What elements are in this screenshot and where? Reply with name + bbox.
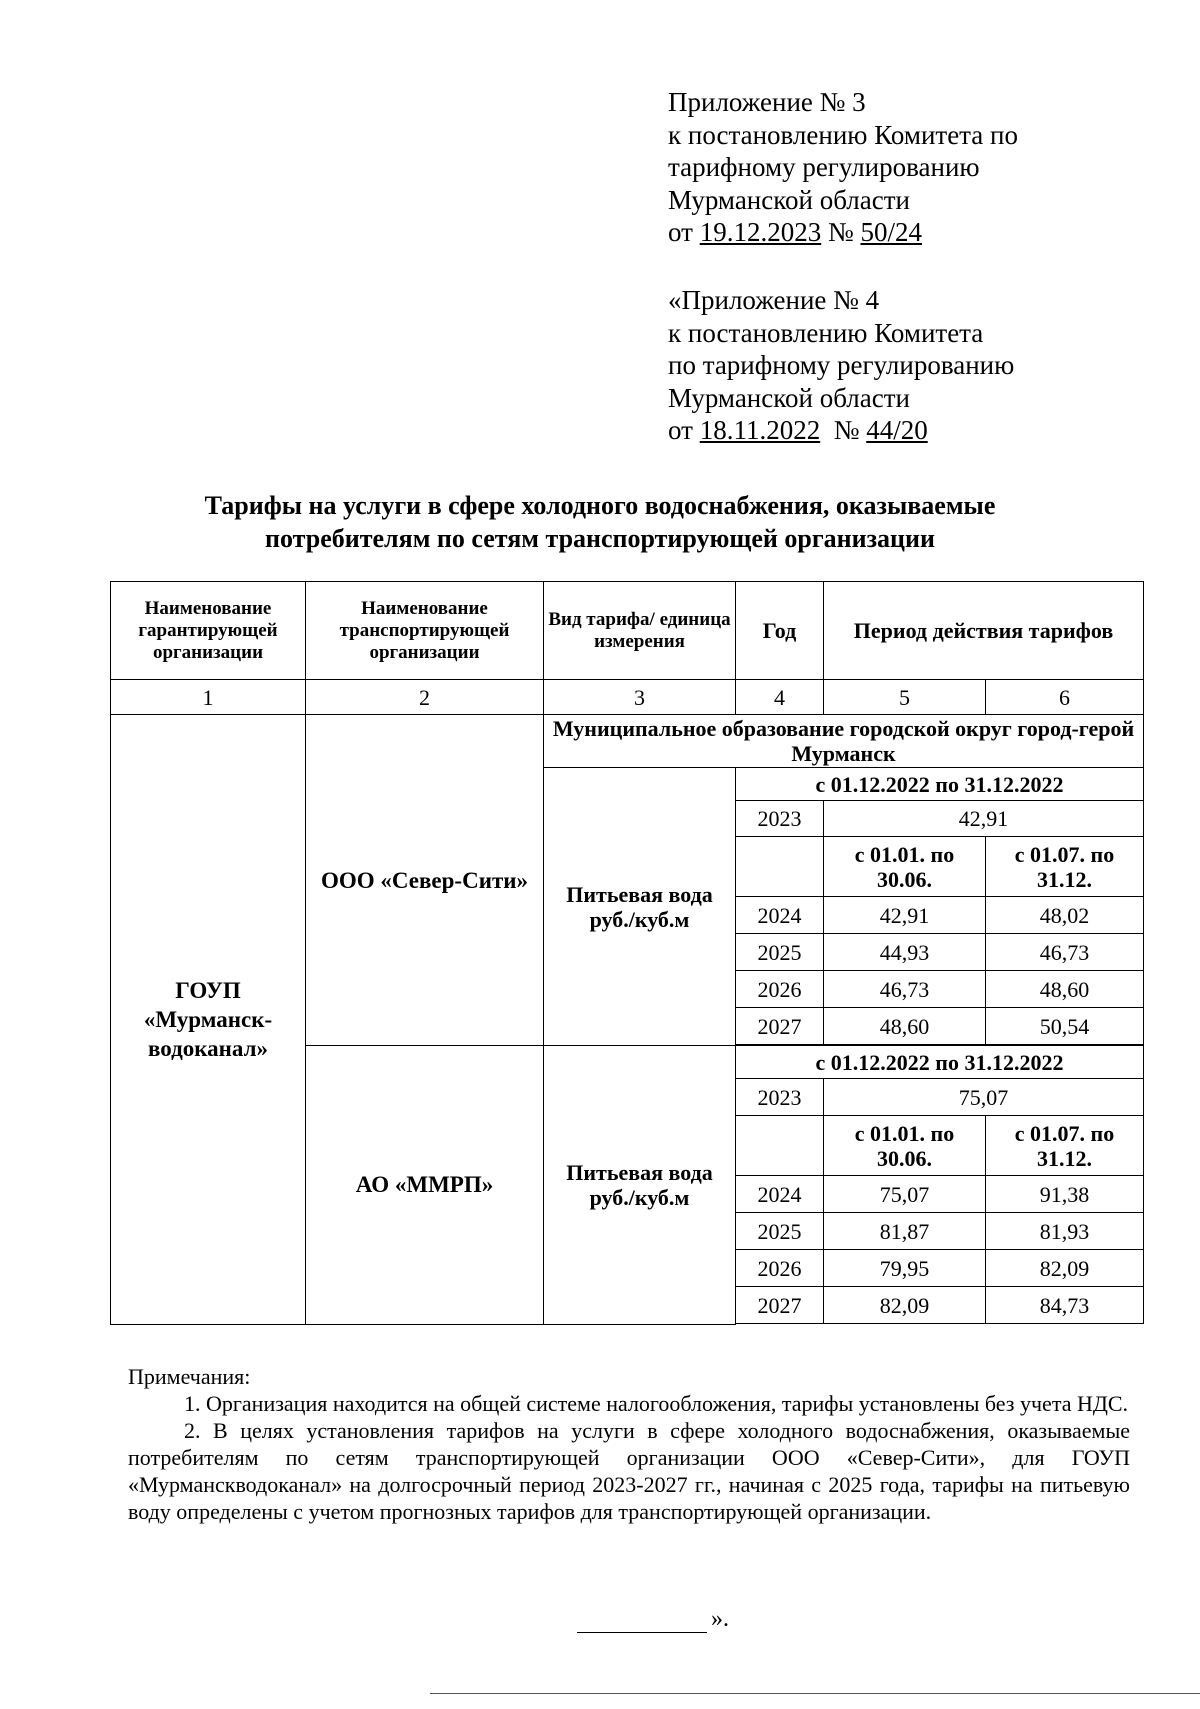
tariff-table (110, 581, 1144, 1325)
org2-h2-value: 91,38 (986, 1176, 1144, 1213)
org1-h1-value: 46,73 (824, 971, 986, 1008)
org2-year: 2025 (736, 1213, 824, 1250)
table-header-row (111, 582, 1144, 680)
org2-h1-value: 79,95 (824, 1250, 986, 1287)
notes-heading: Примечания: (128, 1364, 251, 1389)
col-number: 6 (986, 680, 1144, 715)
col-number: 5 (824, 680, 986, 715)
document-title (0, 489, 1200, 555)
org2-h2-value: 81,93 (986, 1213, 1144, 1250)
empty-cell (736, 1116, 824, 1176)
appendix-3-date: 19.12.2023 (699, 217, 822, 247)
org2-year: 2027 (736, 1287, 824, 1324)
appendix-4-line3: по тарифному регулированию (668, 350, 1015, 380)
org2-year: 2024 (736, 1176, 824, 1213)
org1-value-2023: 42,91 (824, 801, 1144, 837)
date-prefix: от (668, 415, 700, 445)
org2-name: АО «ММРП» (306, 1046, 544, 1325)
table-row (111, 715, 1144, 768)
appendix-3-header (668, 86, 1018, 249)
header-tariff-type: Вид тарифа/ единица измерения (544, 582, 736, 680)
org1-h1-value: 44,93 (824, 934, 986, 971)
appendix-3-date-line (668, 216, 1018, 249)
appendix-3-line1: Приложение № 3 (668, 87, 866, 117)
appendix-4-line4: Мурманской области (668, 382, 910, 413)
appendix-4-date-line (668, 414, 1014, 447)
org1-h1-value: 42,91 (824, 897, 986, 934)
header-year: Год (736, 582, 824, 680)
org2-half2-header: с 01.07. по 31.12. (986, 1116, 1144, 1176)
org2-value-2023: 75,07 (824, 1079, 1144, 1116)
appendix-3-line2: к постановлению Комитета по (668, 119, 1018, 150)
guarantor-cell: ГОУП «Мурманск-водоканал» (111, 715, 306, 1325)
org2-h1-value: 75,07 (824, 1176, 986, 1213)
org1-half1-header: с 01.01. по 30.06. (824, 837, 986, 897)
spacer-cell (736, 1324, 1144, 1325)
notes-section (128, 1363, 1130, 1525)
title-line2: потребителям по сетям транспортирующей организации (265, 524, 935, 553)
date-prefix: от (668, 217, 700, 247)
closing-mark (577, 1606, 729, 1633)
column-number-row (111, 680, 1144, 715)
org1-h2-value: 46,73 (986, 934, 1144, 971)
appendix-4-line1: «Приложение № 4 (668, 285, 880, 315)
col-number: 3 (544, 680, 736, 715)
org2-h2-value: 82,09 (986, 1250, 1144, 1287)
org1-year: 2024 (736, 897, 824, 934)
col-number: 1 (111, 680, 306, 715)
number-prefix: № (820, 415, 867, 445)
org2-year-2023: 2023 (736, 1079, 824, 1116)
org1-h2-value: 48,60 (986, 971, 1144, 1008)
org2-half1-header: с 01.01. по 30.06. (824, 1116, 986, 1176)
col-number: 4 (736, 680, 824, 715)
appendix-3-line3: тарифному регулированию (668, 152, 980, 182)
org1-year: 2027 (736, 1008, 824, 1045)
org2-h1-value: 81,87 (824, 1213, 986, 1250)
footer-rule (430, 1693, 1200, 1694)
closing-quote: ». (711, 1606, 729, 1632)
header-guarantor: Наименование гарантирующей организации (111, 582, 306, 680)
appendix-3-number: 50/24 (860, 217, 922, 247)
org2-year: 2026 (736, 1250, 824, 1287)
appendix-3-line4: Мурманской области (668, 184, 910, 215)
org1-h2-value: 50,54 (986, 1008, 1144, 1045)
org1-year: 2025 (736, 934, 824, 971)
title-line1: Тарифы на услуги в сфере холодного водоснабжения, оказываемые (204, 491, 996, 520)
col-number: 2 (306, 680, 544, 715)
org1-period-2022: с 01.12.2022 по 31.12.2022 (736, 768, 1144, 801)
header-period: Период действия тарифов (824, 582, 1144, 680)
appendix-4-line2: к постановлению Комитета (668, 317, 984, 348)
appendix-4-header (668, 284, 1014, 447)
org1-tariff: Питьевая вода руб./куб.м (544, 768, 736, 1046)
empty-cell (736, 837, 824, 897)
signature-line (577, 1632, 707, 1633)
org1-year-2023: 2023 (736, 801, 824, 837)
appendix-4-number: 44/20 (866, 415, 928, 445)
org2-h1-value: 82,09 (824, 1287, 986, 1324)
appendix-4-date: 18.11.2022 (699, 415, 821, 445)
org1-h1-value: 48,60 (824, 1008, 986, 1045)
municipality-cell: Муниципальное образование городской округ город-герой Мурманск (544, 715, 1144, 768)
org2-period-2022: с 01.12.2022 по 31.12.2022 (736, 1046, 1144, 1079)
note-1: 1. Организация находится на общей системе налогообложения, тарифы установлены без учета НДС. (184, 1391, 1129, 1416)
org1-h2-value: 48,02 (986, 897, 1144, 934)
org2-h2-value: 84,73 (986, 1287, 1144, 1324)
org2-tariff: Питьевая вода руб./куб.м (544, 1046, 736, 1325)
org1-name: ООО «Север-Сити» (306, 715, 544, 1046)
org1-year: 2026 (736, 971, 824, 1008)
note-2: 2. В целях установления тарифов на услуги в сфере холодного водоснабжения, оказываемые потребителям по сетям транспортирующей организации ООО «Север-Сити», для ГОУП «Мурманскводоканал» на долгосрочный период 2023-2027 гг., начиная с 2025 года, тарифы на питьевую воду определены с учетом прогнозных тарифов для транспортирующей организации. (128, 1418, 1130, 1524)
org1-half2-header: с 01.07. по 31.12. (986, 837, 1144, 897)
header-transporter: Наименование транспортирующей организации (306, 582, 544, 680)
number-prefix: № (821, 217, 861, 247)
